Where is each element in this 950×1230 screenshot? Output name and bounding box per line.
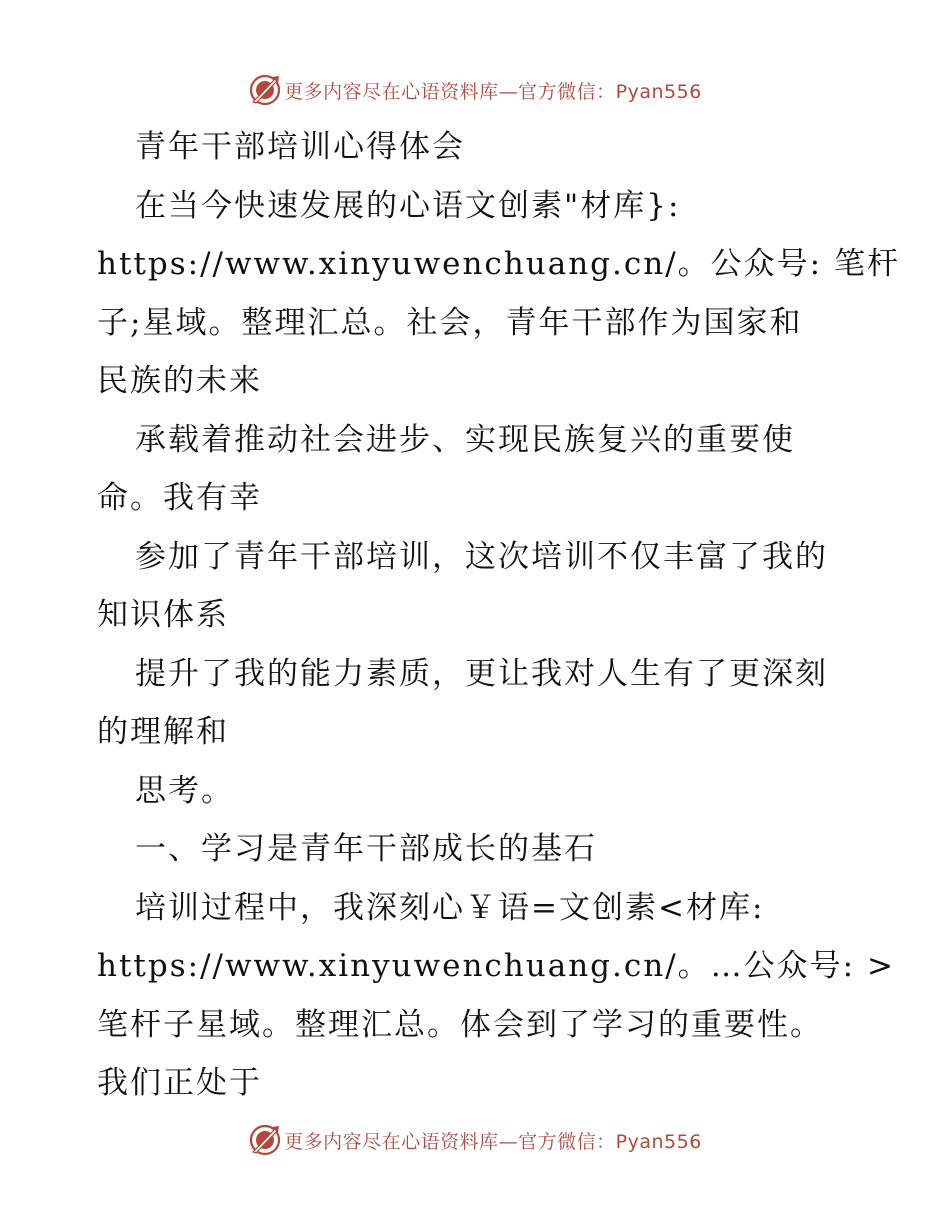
paragraph-line: 知识体系 [97,597,229,633]
document-body [97,118,900,1113]
paragraph-line: 笔杆子星域。整理汇总。体会到了学习的重要性。 [97,1006,823,1043]
section-heading: 一、学习是青年干部成长的基石 [135,831,597,867]
paragraph-line: 子;星域。整理汇总。社会，青年干部作为国家和 [97,304,803,341]
paragraph-line: 民族的未来 [97,363,262,399]
paragraph-line: 的理解和 [97,714,229,750]
paragraph-line: 我们正处于 [97,1065,262,1101]
paragraph-line: 提升了我的能力素质，更让我对人生有了更深刻 [135,655,828,692]
paragraph-line: 培训过程中，我深刻心￥语=文创素<材库: [135,889,765,926]
paragraph-line: https://www.xinyuwenchuang.cn/。…公众号: > [97,948,895,984]
paragraph-line: 在当今快速发展的心语文创素"材库}: [135,187,681,224]
paragraph-line: 参加了青年干部培训，这次培训不仅丰富了我的 [135,538,828,575]
watermark-wechat-id: Pyan556 [615,1130,702,1153]
watermark-wechat-id: Pyan556 [615,80,702,103]
quill-logo-icon [248,1123,282,1157]
paragraph-line: https://www.xinyuwenchuang.cn/。公众号: 笔杆 [97,246,900,282]
watermark-text: 更多内容尽在心语资料库—官方微信： [284,1130,616,1153]
paragraph-line: 思考。 [135,772,234,809]
document-title: 青年干部培训心得体会 [135,129,465,165]
footer-watermark [0,1120,950,1160]
watermark-text: 更多内容尽在心语资料库—官方微信： [284,80,616,103]
paragraph-line: 命。我有幸 [97,480,262,516]
header-watermark [0,70,950,110]
paragraph-line: 承载着推动社会进步、实现民族复兴的重要使 [135,421,795,458]
quill-logo-icon [248,73,282,107]
